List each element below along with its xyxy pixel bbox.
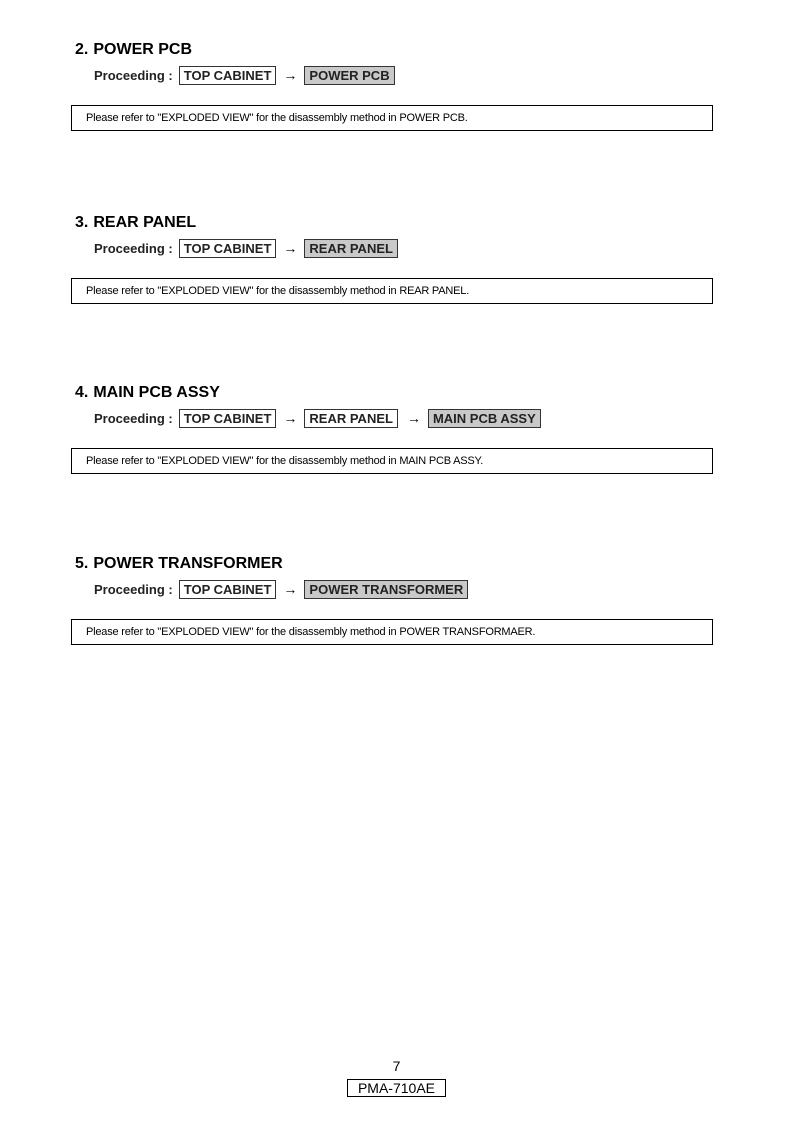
proceeding-label: Proceeding : [94,241,173,256]
section-title [75,214,196,232]
note-box [71,278,713,304]
step-rear-panel: REAR PANEL [304,239,398,258]
section-number: 5. [75,555,89,572]
model-label: PMA-710AE [347,1079,446,1097]
section-title-text: MAIN PCB ASSY [93,384,220,401]
arrow-icon: → [283,581,298,597]
step-top-cabinet: TOP CABINET [179,66,277,85]
proceeding-row [94,580,468,599]
proceeding-row [94,66,395,85]
step-top-cabinet: TOP CABINET [179,409,277,428]
section-title [75,41,192,59]
section-number: 3. [75,214,89,231]
section-number: 4. [75,384,89,401]
section-title-text: POWER TRANSFORMER [93,555,283,572]
note-box [71,105,713,131]
step-main-pcb-assy: MAIN PCB ASSY [428,409,541,428]
note-text: Please refer to "EXPLODED VIEW" for the disassembly method in POWER TRANSFORMAER. [86,626,536,638]
arrow-icon: → [283,240,298,256]
proceeding-row [94,239,398,258]
proceeding-label: Proceeding : [94,68,173,83]
note-text: Please refer to "EXPLODED VIEW" for the disassembly method in MAIN PCB ASSY. [86,455,484,467]
step-power-transformer: POWER TRANSFORMER [304,580,468,599]
step-top-cabinet: TOP CABINET [179,239,277,258]
page-number: 7 [392,1058,401,1074]
section-title [75,555,283,573]
section-number: 2. [75,41,89,58]
section-title-text: REAR PANEL [93,214,197,231]
arrow-icon: → [283,67,298,83]
note-text: Please refer to "EXPLODED VIEW" for the disassembly method in POWER PCB. [86,112,468,124]
arrow-icon: → [283,410,298,426]
note-text: Please refer to "EXPLODED VIEW" for the disassembly method in REAR PANEL. [86,285,470,297]
proceeding-label: Proceeding : [94,582,173,597]
step-top-cabinet: TOP CABINET [179,580,277,599]
note-box [71,448,713,474]
proceeding-label: Proceeding : [94,411,173,426]
section-title [75,384,220,402]
note-box [71,619,713,645]
arrow-icon: → [406,410,421,426]
proceeding-row [94,409,541,428]
step-power-pcb: POWER PCB [304,66,394,85]
section-title-text: POWER PCB [93,41,193,58]
step-rear-panel: REAR PANEL [304,409,398,428]
